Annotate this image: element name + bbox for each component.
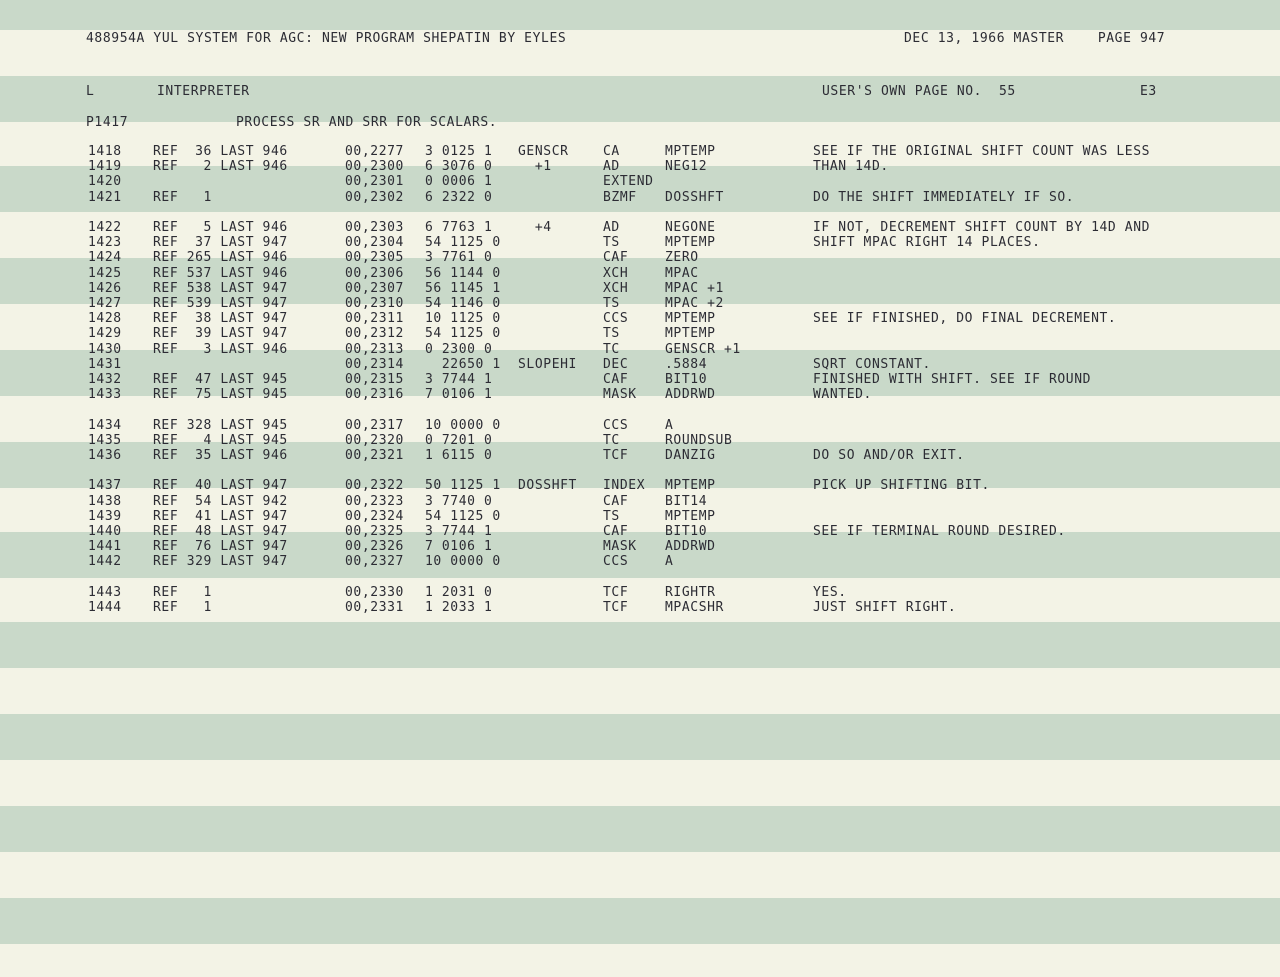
row-1424-line-number: 1424 <box>88 250 122 266</box>
row-1438-cross-reference: REF 54 LAST 942 <box>153 493 288 509</box>
row-1441-address: 00,2326 <box>345 539 404 555</box>
row-1426-operand: MPAC +1 <box>665 280 724 296</box>
row-1427-address: 00,2310 <box>345 296 404 311</box>
section-name: INTERPRETER <box>157 84 250 99</box>
row-1436-opcode: TCF <box>603 448 629 463</box>
row-1438-octal-word: 3 7740 0 <box>425 493 493 509</box>
row-1421-operand: DOSSHFT <box>665 189 724 205</box>
row-1444-opcode: TCF <box>603 600 629 615</box>
row-1418-octal-word: 3 0125 1 <box>425 144 493 159</box>
row-1428-address: 00,2311 <box>345 311 404 327</box>
row-1430-octal-word: 0 2300 0 <box>425 341 493 357</box>
row-1444-address: 00,2331 <box>345 600 404 615</box>
row-1428-comment: SEE IF FINISHED, DO FINAL DECREMENT. <box>813 311 1117 327</box>
row-1438-opcode: CAF <box>603 493 629 509</box>
row-1440-operand: BIT10 <box>665 524 708 539</box>
row-1422-octal-word: 6 7763 1 <box>425 220 493 235</box>
row-1444-comment: JUST SHIFT RIGHT. <box>813 600 957 615</box>
row-1423-operand: MPTEMP <box>665 235 716 251</box>
row-1427-cross-reference: REF 539 LAST 947 <box>153 296 288 311</box>
row-1444-octal-word: 1 2033 1 <box>425 600 493 615</box>
row-1425-opcode: XCH <box>603 265 629 281</box>
row-1437-comment: PICK UP SHIFTING BIT. <box>813 478 990 494</box>
row-1435-address: 00,2320 <box>345 432 404 448</box>
row-1431-line-number: 1431 <box>88 356 122 372</box>
row-1425-octal-word: 56 1144 0 <box>425 265 501 281</box>
row-1431-comment: SQRT CONSTANT. <box>813 356 931 372</box>
row-1437-symbol-label: DOSSHFT <box>518 478 577 494</box>
row-1432-cross-reference: REF 47 LAST 945 <box>153 372 288 387</box>
row-1441-line-number: 1441 <box>88 539 122 555</box>
row-1437-operand: MPTEMP <box>665 478 716 494</box>
row-1418-operand: MPTEMP <box>665 144 716 159</box>
header-date-page: DEC 13, 1966 MASTER PAGE 947 <box>904 31 1166 46</box>
row-1422-symbol-label: +4 <box>518 220 552 235</box>
row-1432-operand: BIT10 <box>665 372 708 387</box>
row-1428-cross-reference: REF 38 LAST 947 <box>153 311 288 327</box>
row-1438-line-number: 1438 <box>88 493 122 509</box>
row-1422-line-number: 1422 <box>88 220 122 235</box>
row-1419-symbol-label: +1 <box>518 159 552 175</box>
header-title: 488954A YUL SYSTEM FOR AGC: NEW PROGRAM SHEPATIN BY EYLES <box>86 31 567 46</box>
row-1442-line-number: 1442 <box>88 554 122 570</box>
row-1424-operand: ZERO <box>665 250 699 266</box>
row-1422-operand: NEGONE <box>665 220 716 235</box>
row-1423-octal-word: 54 1125 0 <box>425 235 501 251</box>
row-1418-symbol-label: GENSCR <box>518 144 569 159</box>
row-1428-opcode: CCS <box>603 311 629 327</box>
row-1434-operand: A <box>665 417 674 433</box>
row-1418-comment: SEE IF THE ORIGINAL SHIFT COUNT WAS LESS <box>813 144 1151 159</box>
row-1434-opcode: CCS <box>603 417 629 433</box>
row-1444-cross-reference: REF 1 <box>153 600 212 615</box>
row-1433-address: 00,2316 <box>345 387 404 403</box>
row-1421-line-number: 1421 <box>88 189 122 205</box>
row-1431-opcode: DEC <box>603 356 629 372</box>
row-1419-opcode: AD <box>603 159 620 175</box>
row-1425-line-number: 1425 <box>88 265 122 281</box>
row-1440-address: 00,2325 <box>345 524 404 539</box>
row-1429-address: 00,2312 <box>345 326 404 342</box>
block-id: P1417 <box>86 115 129 130</box>
row-1429-octal-word: 54 1125 0 <box>425 326 501 342</box>
row-1425-address: 00,2306 <box>345 265 404 281</box>
row-1427-line-number: 1427 <box>88 296 122 311</box>
row-1425-operand: MPAC <box>665 265 699 281</box>
row-1429-opcode: TS <box>603 326 620 342</box>
row-1431-symbol-label: SLOPEHI <box>518 356 577 372</box>
row-1426-address: 00,2307 <box>345 280 404 296</box>
row-1437-opcode: INDEX <box>603 478 646 494</box>
row-1429-line-number: 1429 <box>88 326 122 342</box>
row-1440-cross-reference: REF 48 LAST 947 <box>153 524 288 539</box>
row-1441-operand: ADDRWD <box>665 539 716 555</box>
row-1443-opcode: TCF <box>603 584 629 600</box>
row-1420-octal-word: 0 0006 1 <box>425 174 493 190</box>
row-1434-octal-word: 10 0000 0 <box>425 417 501 433</box>
row-1436-operand: DANZIG <box>665 448 716 463</box>
row-1419-address: 00,2300 <box>345 159 404 175</box>
row-1421-address: 00,2302 <box>345 189 404 205</box>
row-1441-opcode: MASK <box>603 539 637 555</box>
row-1418-address: 00,2277 <box>345 144 404 159</box>
row-1421-comment: DO THE SHIFT IMMEDIATELY IF SO. <box>813 189 1075 205</box>
row-1421-cross-reference: REF 1 <box>153 189 212 205</box>
row-1438-address: 00,2323 <box>345 493 404 509</box>
row-1439-operand: MPTEMP <box>665 508 716 524</box>
row-1423-address: 00,2304 <box>345 235 404 251</box>
row-1432-octal-word: 3 7744 1 <box>425 372 493 387</box>
row-1419-operand: NEG12 <box>665 159 708 175</box>
row-1432-opcode: CAF <box>603 372 629 387</box>
row-1418-line-number: 1418 <box>88 144 122 159</box>
row-1442-operand: A <box>665 554 674 570</box>
row-1432-comment: FINISHED WITH SHIFT. SEE IF ROUND <box>813 372 1092 387</box>
row-1433-operand: ADDRWD <box>665 387 716 403</box>
row-1434-cross-reference: REF 328 LAST 945 <box>153 417 288 433</box>
row-1441-cross-reference: REF 76 LAST 947 <box>153 539 288 555</box>
row-1430-cross-reference: REF 3 LAST 946 <box>153 341 288 357</box>
row-1419-comment: THAN 14D. <box>813 159 889 175</box>
row-1420-opcode: EXTEND <box>603 174 654 190</box>
row-1439-cross-reference: REF 41 LAST 947 <box>153 508 288 524</box>
row-1444-operand: MPACSHR <box>665 600 724 615</box>
row-1442-octal-word: 10 0000 0 <box>425 554 501 570</box>
row-1420-line-number: 1420 <box>88 174 122 190</box>
row-1444-line-number: 1444 <box>88 600 122 615</box>
row-1427-octal-word: 54 1146 0 <box>425 296 501 311</box>
row-1432-line-number: 1432 <box>88 372 122 387</box>
row-1436-octal-word: 1 6115 0 <box>425 448 493 463</box>
row-1436-cross-reference: REF 35 LAST 946 <box>153 448 288 463</box>
row-1443-address: 00,2330 <box>345 584 404 600</box>
row-1435-operand: ROUNDSUB <box>665 432 733 448</box>
row-1422-cross-reference: REF 5 LAST 946 <box>153 220 288 235</box>
row-1440-line-number: 1440 <box>88 524 122 539</box>
subheader-tag: L <box>86 84 95 99</box>
row-1430-opcode: TC <box>603 341 620 357</box>
row-1419-octal-word: 6 3076 0 <box>425 159 493 175</box>
row-1433-octal-word: 7 0106 1 <box>425 387 493 403</box>
row-1419-cross-reference: REF 2 LAST 946 <box>153 159 288 175</box>
row-1419-line-number: 1419 <box>88 159 122 175</box>
row-1430-address: 00,2313 <box>345 341 404 357</box>
row-1435-cross-reference: REF 4 LAST 945 <box>153 432 288 448</box>
row-1439-line-number: 1439 <box>88 508 122 524</box>
row-1442-opcode: CCS <box>603 554 629 570</box>
row-1424-cross-reference: REF 265 LAST 946 <box>153 250 288 266</box>
row-1426-opcode: XCH <box>603 280 629 296</box>
row-1430-operand: GENSCR +1 <box>665 341 741 357</box>
row-1439-address: 00,2324 <box>345 508 404 524</box>
row-1435-line-number: 1435 <box>88 432 122 448</box>
row-1429-operand: MPTEMP <box>665 326 716 342</box>
row-1443-cross-reference: REF 1 <box>153 584 212 600</box>
row-1423-line-number: 1423 <box>88 235 122 251</box>
row-1428-operand: MPTEMP <box>665 311 716 327</box>
row-1434-line-number: 1434 <box>88 417 122 433</box>
row-1443-line-number: 1443 <box>88 584 122 600</box>
row-1435-opcode: TC <box>603 432 620 448</box>
row-1443-comment: YES. <box>813 584 847 600</box>
row-1426-octal-word: 56 1145 1 <box>425 280 501 296</box>
row-1436-comment: DO SO AND/OR EXIT. <box>813 448 965 463</box>
row-1433-opcode: MASK <box>603 387 637 403</box>
row-1424-opcode: CAF <box>603 250 629 266</box>
row-1427-opcode: TS <box>603 296 620 311</box>
row-1436-address: 00,2321 <box>345 448 404 463</box>
row-1428-line-number: 1428 <box>88 311 122 327</box>
row-1437-cross-reference: REF 40 LAST 947 <box>153 478 288 494</box>
row-1439-octal-word: 54 1125 0 <box>425 508 501 524</box>
row-1418-cross-reference: REF 36 LAST 946 <box>153 144 288 159</box>
row-1433-cross-reference: REF 75 LAST 945 <box>153 387 288 403</box>
row-1431-octal-word: 22650 1 <box>425 356 501 372</box>
row-1437-octal-word: 50 1125 1 <box>425 478 501 494</box>
row-1442-cross-reference: REF 329 LAST 947 <box>153 554 288 570</box>
row-1431-operand: .5884 <box>665 356 708 372</box>
row-1418-opcode: CA <box>603 144 620 159</box>
row-1435-octal-word: 0 7201 0 <box>425 432 493 448</box>
row-1441-octal-word: 7 0106 1 <box>425 539 493 555</box>
row-1440-opcode: CAF <box>603 524 629 539</box>
row-1423-opcode: TS <box>603 235 620 251</box>
row-1443-operand: RIGHTR <box>665 584 716 600</box>
row-1433-comment: WANTED. <box>813 387 872 403</box>
row-1426-cross-reference: REF 538 LAST 947 <box>153 280 288 296</box>
row-1426-line-number: 1426 <box>88 280 122 296</box>
row-1420-address: 00,2301 <box>345 174 404 190</box>
row-1440-comment: SEE IF TERMINAL ROUND DESIRED. <box>813 524 1066 539</box>
row-1432-address: 00,2315 <box>345 372 404 387</box>
row-1427-operand: MPAC +2 <box>665 296 724 311</box>
row-1440-octal-word: 3 7744 1 <box>425 524 493 539</box>
row-1433-line-number: 1433 <box>88 387 122 403</box>
row-1422-comment: IF NOT, DECREMENT SHIFT COUNT BY 14D AND <box>813 220 1151 235</box>
row-1423-cross-reference: REF 37 LAST 947 <box>153 235 288 251</box>
row-1439-opcode: TS <box>603 508 620 524</box>
row-1423-comment: SHIFT MPAC RIGHT 14 PLACES. <box>813 235 1041 251</box>
row-1438-operand: BIT14 <box>665 493 708 509</box>
row-1437-address: 00,2322 <box>345 478 404 494</box>
row-1424-address: 00,2305 <box>345 250 404 266</box>
block-title: PROCESS SR AND SRR FOR SCALARS. <box>236 115 498 130</box>
row-1434-address: 00,2317 <box>345 417 404 433</box>
row-1431-address: 00,2314 <box>345 356 404 372</box>
row-1437-line-number: 1437 <box>88 478 122 494</box>
row-1421-opcode: BZMF <box>603 189 637 205</box>
row-1422-opcode: AD <box>603 220 620 235</box>
user-page-number: USER'S OWN PAGE NO. 55 <box>822 84 1016 99</box>
page-code: E3 <box>1140 84 1157 99</box>
row-1429-cross-reference: REF 39 LAST 947 <box>153 326 288 342</box>
row-1424-octal-word: 3 7761 0 <box>425 250 493 266</box>
row-1436-line-number: 1436 <box>88 448 122 463</box>
row-1442-address: 00,2327 <box>345 554 404 570</box>
row-1425-cross-reference: REF 537 LAST 946 <box>153 265 288 281</box>
row-1443-octal-word: 1 2031 0 <box>425 584 493 600</box>
row-1428-octal-word: 10 1125 0 <box>425 311 501 327</box>
row-1430-line-number: 1430 <box>88 341 122 357</box>
row-1421-octal-word: 6 2322 0 <box>425 189 493 205</box>
row-1422-address: 00,2303 <box>345 220 404 235</box>
